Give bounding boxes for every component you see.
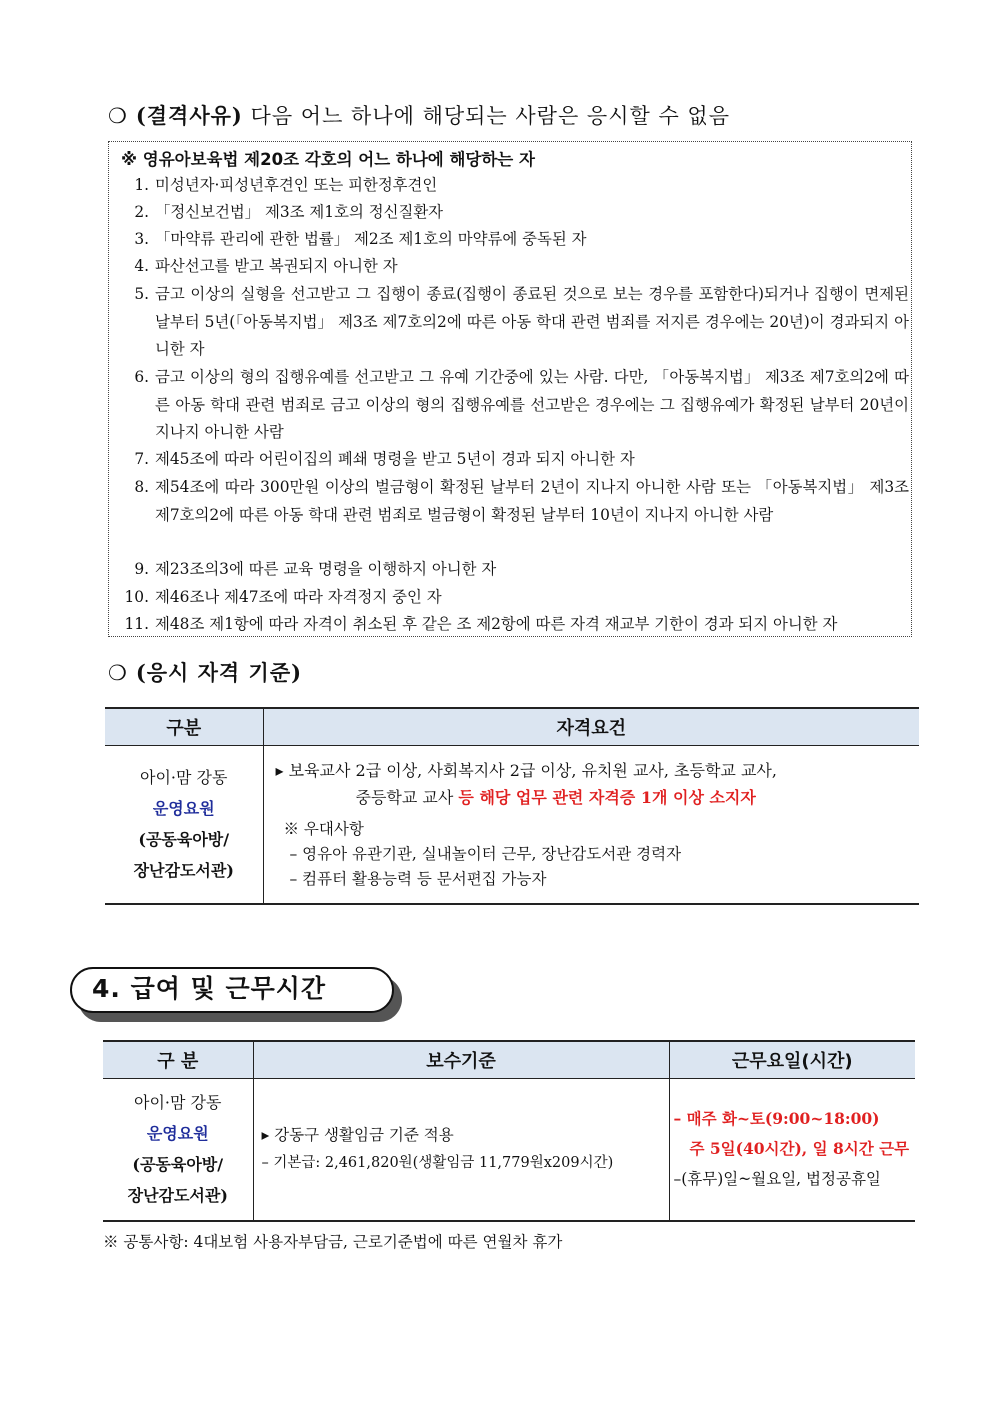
item-text: 제46조나 제47조에 따라 자격정지 중인 자 xyxy=(155,588,442,606)
col-header-hours: 근무요일(시간) xyxy=(669,1041,915,1079)
item-number: 11. xyxy=(124,615,149,633)
item-number: 5. xyxy=(134,285,149,303)
hours-line: –(휴무)일~월요일, 법정공휴일 xyxy=(673,1170,881,1189)
item-number: 7. xyxy=(134,450,149,468)
item-text: 「마약류 관리에 관한 법률」 제2조 제1호의 마약류에 중독된 자 xyxy=(155,230,587,248)
section-title: 4. 급여 및 근무시간 xyxy=(92,974,327,1003)
item-number: 2. xyxy=(134,203,149,221)
category-cell xyxy=(103,1079,253,1221)
category-line: 아이·맘 강동 xyxy=(140,768,228,788)
item-number: 3. xyxy=(134,230,149,248)
category-line: 아이·맘 강동 xyxy=(134,1093,222,1113)
requirement-plain: 중등학교 교사 xyxy=(355,787,454,807)
col-header-pay: 보수기준 xyxy=(253,1041,669,1079)
heading-prefix: (응시 자격 기준) xyxy=(135,660,303,685)
category-role: 운영요원 xyxy=(146,1124,209,1144)
qualification-heading xyxy=(108,657,302,687)
salary-table xyxy=(103,1040,915,1222)
hours-line: – 매주 화~토(9:00~18:00) xyxy=(673,1109,880,1129)
preference-item: – 컴퓨터 활용능력 등 문서편집 가능자 xyxy=(289,869,547,888)
pay-line: ▸ 강동구 생활임금 기준 적용 xyxy=(261,1126,454,1145)
circle-bullet-icon: ❍ xyxy=(108,104,128,128)
box-title: ※ 영유아보육법 제20조 각호의 어느 하나에 해당하는 자 xyxy=(121,150,535,169)
col-header-category: 구 분 xyxy=(103,1041,253,1079)
hours-line: 주 5일(40시간), 일 8시간 근무 xyxy=(689,1139,910,1159)
qualification-table xyxy=(105,707,919,905)
category-line: 장난감도서관) xyxy=(127,1186,228,1206)
item-text: 미성년자·피성년후견인 또는 피한정후견인 xyxy=(155,176,438,194)
hours-cell xyxy=(669,1079,915,1221)
item-text: 제54조에 따라 300만원 이상의 벌금형이 확정된 날부터 2년이 지나지 아니한 사람 또는 「아동복지법」 제3조 제7호의2에 따른 아동 학대 관련 범죄로 벌금형이 확정된 날부터 10년이 지나지 아니한 사람 xyxy=(155,478,909,524)
requirement-line xyxy=(276,784,919,811)
category-cell xyxy=(105,746,263,904)
item-text: 금고 이상의 실형을 선고받고 그 집행이 종료(집행이 종료된 것으로 보는 경우를 포함한다)되거나 집행이 면제된 날부터 5년(「아동복지법」 제3조 제7호의2에 따른 아동 학대 관련 범죄를 저지른 경우에는 20년)이 경과되지 아니한 자 xyxy=(155,285,909,358)
preference-item: – 영유아 유관기관, 실내놀이터 근무, 장난감도서관 경력자 xyxy=(289,844,682,863)
item-text: 제23조의3에 따른 교육 명령을 이행하지 아니한 자 xyxy=(155,560,497,578)
category-line: 장난감도서관) xyxy=(133,861,234,881)
category-line: (공동육아방/ xyxy=(138,830,230,850)
item-text: 제48조 제1항에 따라 자격이 취소된 후 같은 조 제2항에 따른 자격 재교부 기한이 경과 되지 아니한 자 xyxy=(155,615,838,633)
requirement-highlight: 등 해당 업무 관련 자격증 1개 이상 소지자 xyxy=(458,787,756,807)
preference-title: ※ 우대사항 xyxy=(283,819,364,838)
requirement-line: ▸ 보육교사 2급 이상, 사회복지사 2급 이상, 유치원 교사, 초등학교 교사, xyxy=(275,760,777,780)
col-header-requirement: 자격요건 xyxy=(263,708,919,746)
heading-prefix: (결격사유) xyxy=(135,103,243,128)
pay-cell xyxy=(253,1079,669,1221)
item-text: 금고 이상의 형의 집행유예를 선고받고 그 유예 기간중에 있는 사람. 다만, 「아동복지법」 제3조 제7호의2에 따른 아동 학대 관련 범죄로 금고 이상의 형의 집행유예를 선고받은 경우에는 그 집행유예가 확정된 날부터 20년이 지나지 아니한 사람 xyxy=(155,368,909,441)
footnote: ※ 공통사항: 4대보험 사용자부담금, 근로기준법에 따른 연월차 휴가 xyxy=(103,1233,563,1251)
item-number: 8. xyxy=(134,478,149,496)
disqualification-box xyxy=(108,141,912,637)
item-number: 4. xyxy=(134,257,149,275)
item-number: 9. xyxy=(134,560,149,578)
item-text: 제45조에 따라 어린이집의 폐쇄 명령을 받고 5년이 경과 되지 아니한 자 xyxy=(155,450,635,468)
pay-line: – 기본급: 2,461,820원(생활임금 11,779원x209시간) xyxy=(261,1155,614,1172)
item-text: 「정신보건법」 제3조 제1호의 정신질환자 xyxy=(155,203,444,221)
heading-text: 다음 어느 하나에 해당되는 사람은 응시할 수 없음 xyxy=(250,104,730,128)
item-number: 10. xyxy=(124,588,149,606)
item-text: 파산선고를 받고 복권되지 아니한 자 xyxy=(155,257,398,275)
item-number: 1. xyxy=(134,176,149,194)
item-number: 6. xyxy=(134,368,149,386)
disqualification-heading xyxy=(108,100,730,130)
category-line: (공동육아방/ xyxy=(132,1155,224,1175)
col-header-category: 구분 xyxy=(105,708,263,746)
requirement-cell xyxy=(263,746,919,904)
circle-bullet-icon: ❍ xyxy=(108,661,128,685)
category-role: 운영요원 xyxy=(152,799,215,819)
